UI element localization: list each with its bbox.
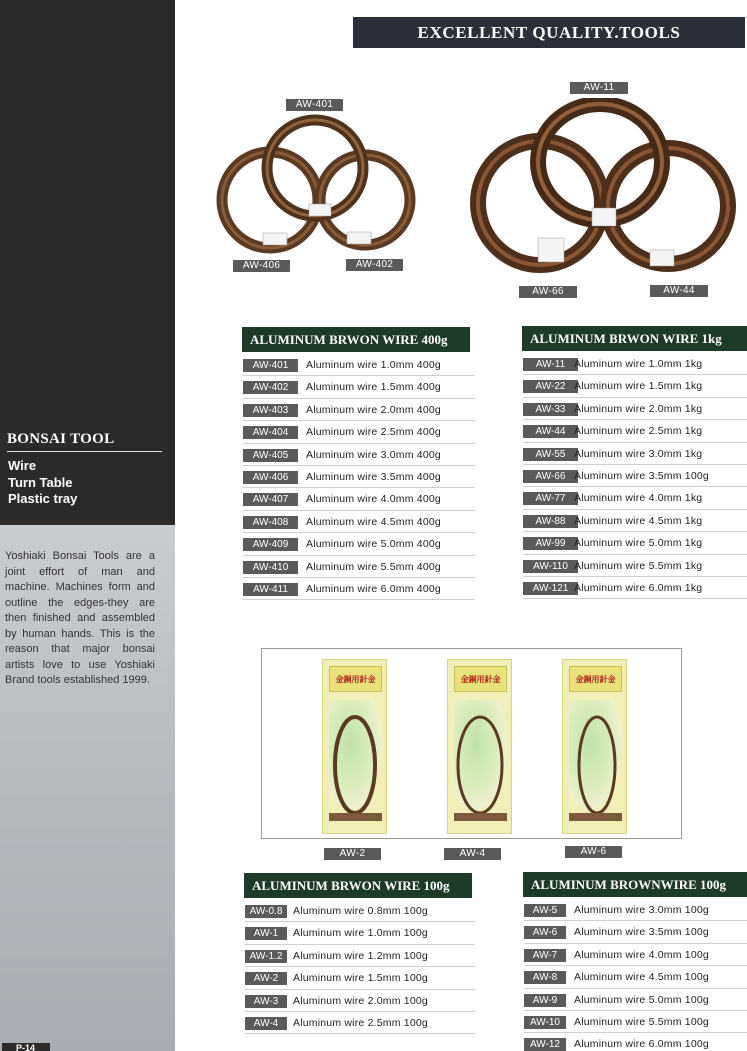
table-row	[523, 487, 747, 509]
product-code: AW-4	[245, 1017, 287, 1030]
product-code: AW-409	[243, 538, 298, 551]
photo-tag-aw-401: AW-401	[286, 99, 343, 111]
table-row	[524, 966, 747, 988]
table-1kg	[523, 353, 747, 599]
product-code: AW-121	[523, 582, 578, 595]
product-code: AW-401	[243, 359, 298, 372]
wire-package	[447, 659, 512, 834]
product-code: AW-406	[243, 471, 298, 484]
product-desc: Aluminum wire 3.0mm 100g	[574, 904, 709, 916]
product-desc: Aluminum wire 5.0mm 1kg	[574, 537, 703, 550]
table-row	[523, 398, 747, 420]
table-row	[243, 421, 475, 443]
product-desc: Aluminum wire 2.0mm 1kg	[574, 402, 703, 415]
package-label: 金銅用針金	[329, 666, 382, 692]
product-desc: Aluminum wire 2.5mm 400g	[306, 426, 441, 439]
product-desc: Aluminum wire 3.0mm 400g	[306, 448, 441, 461]
product-code: AW-1	[245, 927, 287, 940]
table-title-1kg: ALUMINUM BRWON WIRE 1kg	[522, 326, 747, 351]
table-row	[243, 511, 475, 533]
sidebar-item-plastic-tray: Plastic tray	[8, 491, 78, 506]
product-desc: Aluminum wire 6.0mm 100g	[574, 1038, 709, 1051]
product-desc: Aluminum wire 2.0mm 100g	[293, 994, 428, 1007]
table-400g	[243, 354, 475, 600]
product-code: AW-33	[523, 403, 578, 416]
table-row	[524, 1011, 747, 1033]
table-title-100g-a: ALUMINUM BRWON WIRE 100g	[244, 873, 472, 898]
sidebar-item-wire: Wire	[8, 458, 37, 473]
photo-tag-aw-2: AW-2	[324, 848, 381, 860]
product-code: AW-22	[523, 380, 578, 393]
product-desc: Aluminum wire 5.5mm 100g	[574, 1015, 709, 1028]
table-row	[243, 354, 475, 376]
table-row	[245, 922, 475, 944]
product-desc: Aluminum wire 5.0mm 400g	[306, 538, 441, 551]
table-row	[523, 510, 747, 532]
photo-tag-aw-6: AW-6	[565, 846, 622, 858]
product-code: AW-8	[524, 971, 566, 984]
product-desc: Aluminum wire 4.5mm 400g	[306, 515, 441, 528]
product-desc: Aluminum wire 3.5mm 400g	[306, 470, 441, 483]
product-desc: Aluminum wire 1.0mm 400g	[306, 359, 441, 371]
product-code: AW-9	[524, 994, 566, 1007]
package-strip	[329, 813, 382, 821]
package-strip	[454, 813, 507, 821]
product-code: AW-404	[243, 426, 298, 439]
product-code: AW-407	[243, 493, 298, 506]
sidebar-title: BONSAI TOOL	[7, 431, 162, 452]
product-code: AW-44	[523, 425, 578, 438]
table-title-400g: ALUMINUM BRWON WIRE 400g	[242, 327, 470, 352]
table-row	[243, 488, 475, 510]
product-code: AW-405	[243, 449, 298, 462]
table-100g-b	[524, 899, 747, 1051]
table-row	[523, 353, 747, 375]
product-desc: Aluminum wire 1.2mm 100g	[293, 949, 428, 962]
table-row	[524, 944, 747, 966]
company-blurb: Yoshiaki Bonsai Tools are a joint effort of man and machine. Machines form and outline the edges-they are then finished and assembled by human hands. This is the reason that major bonsai artists love to use Yoshiaki Brand tools established 1999.	[5, 550, 155, 686]
table-row	[245, 945, 475, 967]
product-desc: Aluminum wire 6.0mm 1kg	[574, 581, 703, 594]
product-desc: Aluminum wire 4.5mm 100g	[574, 971, 709, 984]
photo-tag-aw-4: AW-4	[444, 848, 501, 860]
product-code: AW-11	[523, 358, 578, 371]
sidebar-item-turn-table: Turn Table	[8, 474, 73, 490]
product-code: AW-99	[523, 537, 578, 550]
table-row	[523, 443, 747, 465]
table-row	[243, 556, 475, 578]
product-code: AW-403	[243, 404, 298, 417]
product-code: AW-0.8	[245, 905, 287, 918]
product-code: AW-411	[243, 583, 298, 596]
wire-loop-icon	[450, 710, 510, 820]
product-code: AW-7	[524, 949, 566, 962]
photo-tag-aw-402: AW-402	[346, 259, 403, 271]
coil-tag	[263, 233, 287, 245]
table-row	[245, 990, 475, 1012]
wire-package	[562, 659, 627, 834]
product-desc: Aluminum wire 3.5mm 100g	[574, 926, 709, 939]
product-desc: Aluminum wire 2.5mm 1kg	[574, 425, 703, 438]
photo-tag-aw-406: AW-406	[233, 260, 290, 272]
table-row	[245, 900, 475, 922]
product-desc: Aluminum wire 5.5mm 1kg	[574, 559, 703, 572]
coil-tag	[650, 250, 674, 266]
product-desc: Aluminum wire 2.0mm 400g	[306, 403, 441, 416]
product-code: AW-402	[243, 381, 298, 394]
table-row	[243, 578, 475, 600]
table-row	[523, 420, 747, 442]
product-code: AW-5	[524, 904, 566, 917]
wire-package-photo	[261, 648, 682, 839]
product-code: AW-408	[243, 516, 298, 529]
coil-tag	[347, 232, 371, 244]
product-desc: Aluminum wire 0.8mm 100g	[293, 905, 428, 917]
product-desc: Aluminum wire 4.0mm 1kg	[574, 492, 703, 505]
table-row	[524, 989, 747, 1011]
table-row	[245, 967, 475, 989]
product-desc: Aluminum wire 4.0mm 400g	[306, 493, 441, 506]
coil-tag	[592, 208, 616, 226]
table-row	[243, 533, 475, 555]
product-code: AW-1.2	[245, 950, 287, 963]
table-row	[523, 577, 747, 599]
product-desc: Aluminum wire 1.5mm 100g	[293, 972, 428, 985]
product-desc: Aluminum wire 5.5mm 400g	[306, 560, 441, 573]
product-desc: Aluminum wire 1.0mm 100g	[293, 927, 428, 940]
product-desc: Aluminum wire 3.5mm 100g	[574, 469, 709, 482]
product-desc: Aluminum wire 4.0mm 100g	[574, 948, 709, 961]
product-code: AW-55	[523, 448, 578, 461]
table-row	[523, 375, 747, 397]
table-row	[243, 444, 475, 466]
product-code: AW-2	[245, 972, 287, 985]
product-desc: Aluminum wire 2.5mm 100g	[293, 1016, 428, 1029]
photo-tag-aw-11: AW-11	[570, 82, 628, 94]
product-code: AW-77	[523, 492, 578, 505]
package-label: 金銅用針金	[569, 666, 622, 692]
table-row	[523, 465, 747, 487]
page-header-title: EXCELLENT QUALITY.TOOLS	[353, 17, 745, 48]
product-desc: Aluminum wire 3.0mm 1kg	[574, 447, 703, 460]
table-row	[243, 399, 475, 421]
product-code: AW-10	[524, 1016, 566, 1029]
table-row	[523, 532, 747, 554]
product-desc: Aluminum wire 5.0mm 100g	[574, 993, 709, 1006]
table-row	[245, 1012, 475, 1034]
product-code: AW-6	[524, 926, 566, 939]
table-row	[524, 1033, 747, 1051]
product-code: AW-12	[524, 1038, 566, 1051]
photo-tag-aw-66: AW-66	[519, 286, 577, 298]
table-row	[243, 376, 475, 398]
package-label: 金銅用針金	[454, 666, 507, 692]
table-100g-a	[245, 900, 475, 1034]
wire-coils-1kg-photo	[468, 98, 738, 288]
sidebar-item-list	[8, 458, 77, 508]
product-desc: Aluminum wire 1.0mm 1kg	[574, 358, 703, 370]
table-row	[524, 899, 747, 921]
wire-loop-icon	[565, 710, 625, 820]
product-code: AW-410	[243, 561, 298, 574]
product-code: AW-88	[523, 515, 578, 528]
wire-loop-icon	[325, 710, 385, 820]
wire-package	[322, 659, 387, 834]
coil-tag	[538, 238, 564, 262]
table-title-100g-b: ALUMINUM BROWNWIRE 100g	[523, 872, 747, 897]
product-desc: Aluminum wire 6.0mm 400g	[306, 582, 441, 595]
product-desc: Aluminum wire 1.5mm 1kg	[574, 380, 703, 393]
product-code: AW-3	[245, 995, 287, 1008]
table-row	[243, 466, 475, 488]
coil-tag	[309, 204, 331, 216]
product-code: AW-110	[523, 560, 578, 573]
table-row	[523, 555, 747, 577]
photo-tag-aw-44: AW-44	[650, 285, 708, 297]
wire-coils-400g-photo	[215, 112, 420, 262]
table-row	[524, 921, 747, 943]
product-desc: Aluminum wire 4.5mm 1kg	[574, 514, 703, 527]
product-desc: Aluminum wire 1.5mm 400g	[306, 381, 441, 394]
product-code: AW-66	[523, 470, 578, 483]
package-strip	[569, 813, 622, 821]
page-number: P-14	[2, 1043, 50, 1051]
